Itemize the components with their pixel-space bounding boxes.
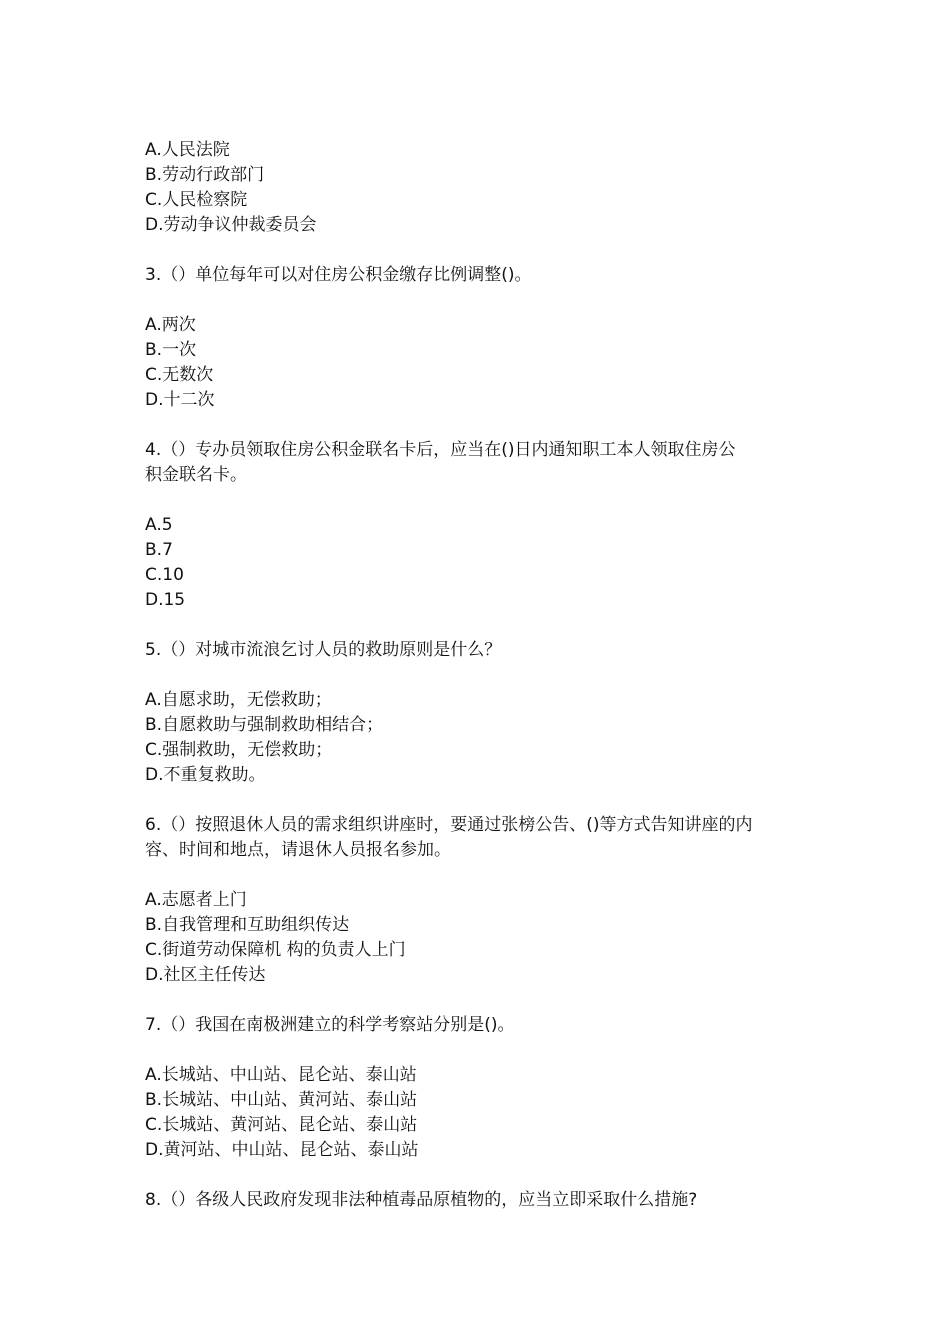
question-2: [145, 138, 820, 238]
option-c: C.10: [145, 565, 184, 585]
question-6: [145, 813, 820, 988]
option-b: B.自愿救助与强制救助相结合；: [145, 715, 384, 735]
option-c: C.强制救助，无偿救助；: [145, 740, 333, 760]
option-d: D.15: [145, 590, 186, 610]
question-stem: 5.（）对城市流浪乞讨人员的救助原则是什么？: [145, 640, 502, 660]
question-stem-line-1: 6.（）按照退休人员的需求组织讲座时，要通过张榜公告、()等方式告知讲座的内: [145, 815, 753, 835]
option-c: C.无数次: [145, 365, 214, 385]
option-d: D.劳动争议仲裁委员会: [145, 215, 317, 235]
option-a: A.长城站、中山站、昆仑站、泰山站: [145, 1065, 417, 1085]
option-a: A.人民法院: [145, 140, 230, 160]
question-list: [145, 138, 820, 1213]
question-stem: 3.（）单位每年可以对住房公积金缴存比例调整()。: [145, 265, 532, 285]
question-4: [145, 438, 820, 613]
option-c: C.长城站、黄河站、昆仑站、泰山站: [145, 1115, 418, 1135]
question-7: [145, 1013, 820, 1163]
option-d: D.黄河站、中山站、昆仑站、泰山站: [145, 1140, 419, 1160]
question-5: [145, 638, 820, 788]
question-8: [145, 1188, 820, 1213]
option-b: B.长城站、中山站、黄河站、泰山站: [145, 1090, 418, 1110]
option-d: D.十二次: [145, 390, 215, 410]
option-b: B.一次: [145, 340, 197, 360]
option-d: D.不重复救助。: [145, 765, 266, 785]
question-stem-line-2: 容、时间和地点，请退休人员报名参加。: [145, 840, 451, 860]
option-c: C.街道劳动保障机 构的负责人上门: [145, 940, 406, 960]
option-b: B.劳动行政部门: [145, 165, 265, 185]
option-a: A.两次: [145, 315, 196, 335]
option-a: A.5: [145, 515, 173, 535]
option-a: A.志愿者上门: [145, 890, 247, 910]
question-stem-line-2: 积金联名卡。: [145, 465, 247, 485]
option-d: D.社区主任传达: [145, 965, 266, 985]
option-c: C.人民检察院: [145, 190, 248, 210]
option-a: A.自愿求助，无偿救助；: [145, 690, 332, 710]
option-b: B.自我管理和互助组织传达: [145, 915, 350, 935]
question-stem: 7.（）我国在南极洲建立的科学考察站分别是()。: [145, 1015, 515, 1035]
option-b: B.7: [145, 540, 173, 560]
question-stem-line-1: 4.（）专办员领取住房公积金联名卡后，应当在()日内通知职工本人领取住房公: [145, 440, 736, 460]
question-stem: 8.（）各级人民政府发现非法种植毒品原植物的，应当立即采取什么措施?: [145, 1190, 698, 1210]
question-3: [145, 263, 820, 413]
